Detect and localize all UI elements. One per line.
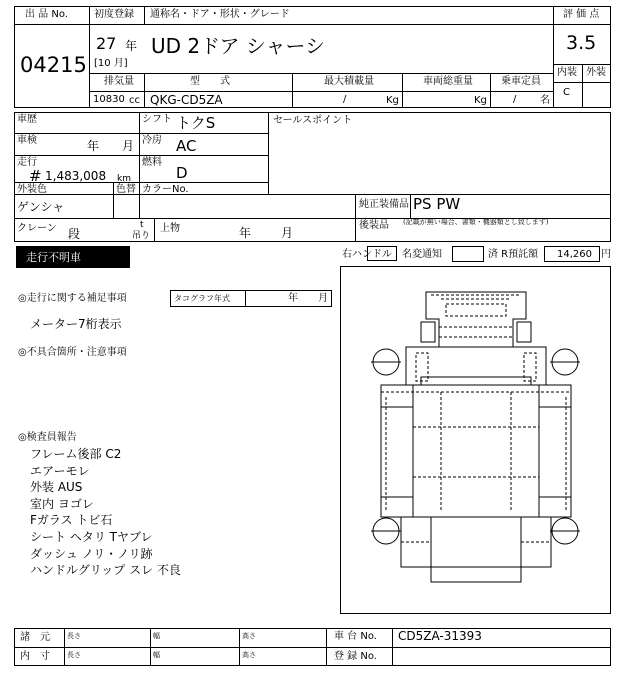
exterior-label: 外装 xyxy=(586,67,606,78)
crane-label: クレーン xyxy=(17,223,57,234)
max-load-unit: Kg xyxy=(386,95,399,106)
name-change-box xyxy=(452,246,484,262)
tacho-year-unit: 年 xyxy=(288,293,298,304)
color-change-label: 色替 xyxy=(116,184,136,195)
running-title: ◎走行に関する補足事項 xyxy=(18,293,127,304)
inspector-lines xyxy=(30,446,181,579)
inspection-year-unit: 年 xyxy=(87,139,100,153)
length-label: 長さ xyxy=(67,651,81,659)
interior-label: 内装 xyxy=(557,67,577,78)
inspection-month-unit: 月 xyxy=(122,139,135,153)
type-label: 型 式 xyxy=(190,76,230,87)
length-label: 長さ xyxy=(67,632,81,640)
crane-hang-unit: 吊り xyxy=(132,231,151,241)
deposit-label: 済 R預託額 xyxy=(488,249,539,260)
shift-label: シフト xyxy=(142,114,172,125)
name-change-label: 名変通知 xyxy=(402,249,442,260)
crane-stage-unit: 段 xyxy=(68,227,81,241)
gross-weight-unit: Kg xyxy=(474,95,487,106)
type-value: QKG-CD5ZA xyxy=(150,93,223,107)
running-note: メーター7桁表示 xyxy=(30,317,122,331)
damage-diagram xyxy=(340,266,611,614)
color-value: ゲンシャ xyxy=(17,200,65,214)
aftermarket-label: 後装品 xyxy=(359,220,389,231)
inspector-line: シート ヘタリ Tヤブレ xyxy=(30,529,153,544)
capacity-label: 乗車定員 xyxy=(501,76,541,87)
reg-year: 27 xyxy=(96,34,117,53)
score-value: 3.5 xyxy=(566,32,597,54)
inspector-line: 外装 AUS xyxy=(30,480,83,495)
max-load-label: 最大積載量 xyxy=(324,76,374,87)
inspector-line: Fガラス トビ石 xyxy=(30,513,113,528)
displacement-unit: cc xyxy=(129,95,140,106)
inspector-line: フレーム後部 C2 xyxy=(30,447,122,461)
interior-dims-label: 内 寸 xyxy=(20,651,50,662)
color-label: 外装色 xyxy=(17,184,47,195)
sales-point-label: セールスポイント xyxy=(273,115,353,126)
chassis-label: 車 台 No. xyxy=(334,631,377,642)
inspector-line: ハンドルグリップ スレ 不良 xyxy=(30,563,181,578)
displacement-value: 10830 xyxy=(93,94,125,105)
history-label: 車歴 xyxy=(17,114,37,125)
inspector-title: ◎検査員報告 xyxy=(18,432,77,443)
width-label: 幅 xyxy=(153,632,160,640)
inspection-label: 車検 xyxy=(17,135,37,146)
first-reg-label: 初度登録 xyxy=(94,9,134,20)
lift-month-unit: 月 xyxy=(281,226,294,240)
model-name: UD 2ドア シャーシ xyxy=(151,34,326,58)
interior-grade: C xyxy=(563,87,570,98)
aftermarket-note: (記載が無い場合、書類・機器類とし致します) xyxy=(403,218,549,226)
reg-year-unit: 年 xyxy=(125,39,138,53)
fuel-label: 燃料 xyxy=(142,157,162,168)
truck-outline xyxy=(341,267,610,613)
lot-label: 出 品 No. xyxy=(25,9,68,20)
capacity-unit: 名 xyxy=(540,95,550,106)
deposit-unit: 円 xyxy=(601,249,611,260)
reg-no-label: 登 録 No. xyxy=(334,651,377,662)
mileage-value: 1,483,008 xyxy=(45,169,107,183)
capacity-value: / xyxy=(513,94,517,105)
equipment-value: PS PW xyxy=(413,195,461,213)
max-load-value: / xyxy=(343,94,347,105)
deposit-value: 14,260 xyxy=(557,249,592,260)
width-label: 幅 xyxy=(153,651,160,659)
defects-title: ◎不具合箇所・注意事項 xyxy=(18,347,127,358)
model-label: 通称名・ドア・形状・グレード xyxy=(150,9,290,20)
fuel-value: D xyxy=(176,164,188,182)
gross-weight-label: 車両総重量 xyxy=(423,76,473,87)
inspector-line: ダッシュ ノリ・ノリ跡 xyxy=(30,546,153,561)
ac-value: AC xyxy=(176,137,197,155)
equipment-label: 純正装備品 xyxy=(359,199,409,210)
rhd-label: 右ハンドル xyxy=(342,249,392,260)
height-label: 高さ xyxy=(242,632,256,640)
displacement-label: 排気量 xyxy=(104,76,134,87)
lift-label: 上物 xyxy=(160,223,180,234)
score-label: 評 価 点 xyxy=(563,9,600,20)
lot-number: 04215 xyxy=(20,53,87,77)
crane-ton-unit: t xyxy=(140,220,144,230)
lift-year-unit: 年 xyxy=(239,226,252,240)
ac-label: 冷房 xyxy=(142,135,162,146)
status-badge: 走行不明車 xyxy=(16,246,130,268)
reg-month: [10 月] xyxy=(94,58,128,69)
mileage-unit: km xyxy=(117,174,131,184)
height-label: 高さ xyxy=(242,651,256,659)
mileage-prefix: # xyxy=(29,167,42,185)
inspector-line: 室内 ヨゴレ xyxy=(30,496,94,511)
shift-value: トクS xyxy=(176,114,216,132)
inspector-line: エアーモレ xyxy=(30,463,90,478)
chassis-value: CD5ZA-31393 xyxy=(398,629,482,643)
color-code-label: カラーNo. xyxy=(142,184,189,195)
tacho-label: タコグラフ年式 xyxy=(174,294,230,303)
mileage-label: 走行 xyxy=(17,157,37,168)
tacho-month-unit: 月 xyxy=(318,293,328,304)
dims-label: 諸 元 xyxy=(20,632,50,643)
